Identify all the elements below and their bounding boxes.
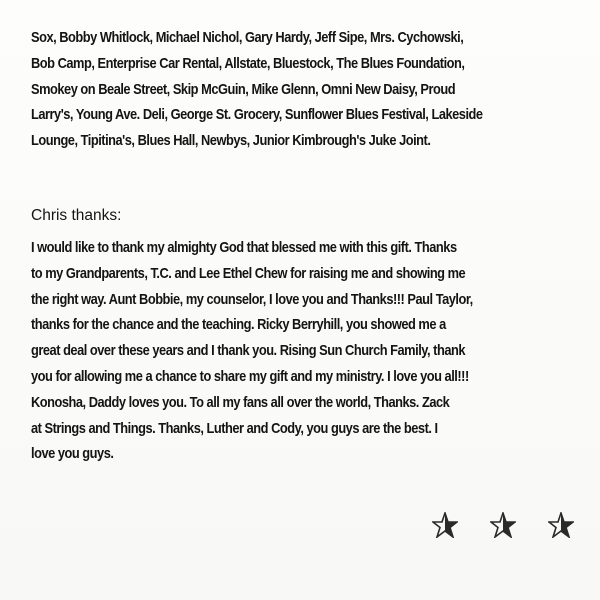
chris-thanks-heading: Chris thanks: [31,207,122,224]
text-line: Konosha, Daddy loves you. To all my fans all over the world, Thanks. Zack [31,394,450,411]
star-icon [490,512,516,538]
star-icon [432,512,458,538]
star-ornament [432,512,582,542]
text-line: love you guys. [31,446,114,463]
text-line: Sox, Bobby Whitlock, Michael Nichol, Gary Hardy, Jeff Sipe, Mrs. Cychowski, [31,30,464,46]
text-line: great deal over these years and I thank you. Rising Sun Church Family, thank [31,343,466,360]
text-line: Bob Camp, Enterprise Car Rental, Allstate, Bluestock, The Blues Foundation, [31,55,465,72]
text-line: I would like to thank my almighty God that blessed me with this gift. Thanks [31,240,457,256]
text-line: Smokey on Beale Street, Skip McGuin, Mike Glenn, Omni New Daisy, Proud [31,81,456,98]
chris-thanks-paragraph [31,236,577,468]
text-line: you for allowing me a chance to share my gift and my ministry. I love you all!!! [31,368,469,385]
text-line: at Strings and Things. Thanks, Luther and Cody, you guys are the best. I [31,420,438,437]
text-line: Larry's, Young Ave. Deli, George St. Grocery, Sunflower Blues Festival, Lakeside [31,107,483,124]
acknowledgments-paragraph [31,26,577,155]
text-line: the right way. Aunt Bobbie, my counselor, I love you and Thanks!!! Paul Taylor, [31,291,473,308]
text-line: Lounge, Tipitina's, Blues Hall, Newbys, Junior Kimbrough's Juke Joint. [31,133,431,150]
star-icon [548,512,574,538]
text-line: thanks for the chance and the teaching. Ricky Berryhill, you showed me a [31,317,446,334]
text-line: to my Grandparents, T.C. and Lee Ethel Chew for raising me and showing me [31,265,466,282]
